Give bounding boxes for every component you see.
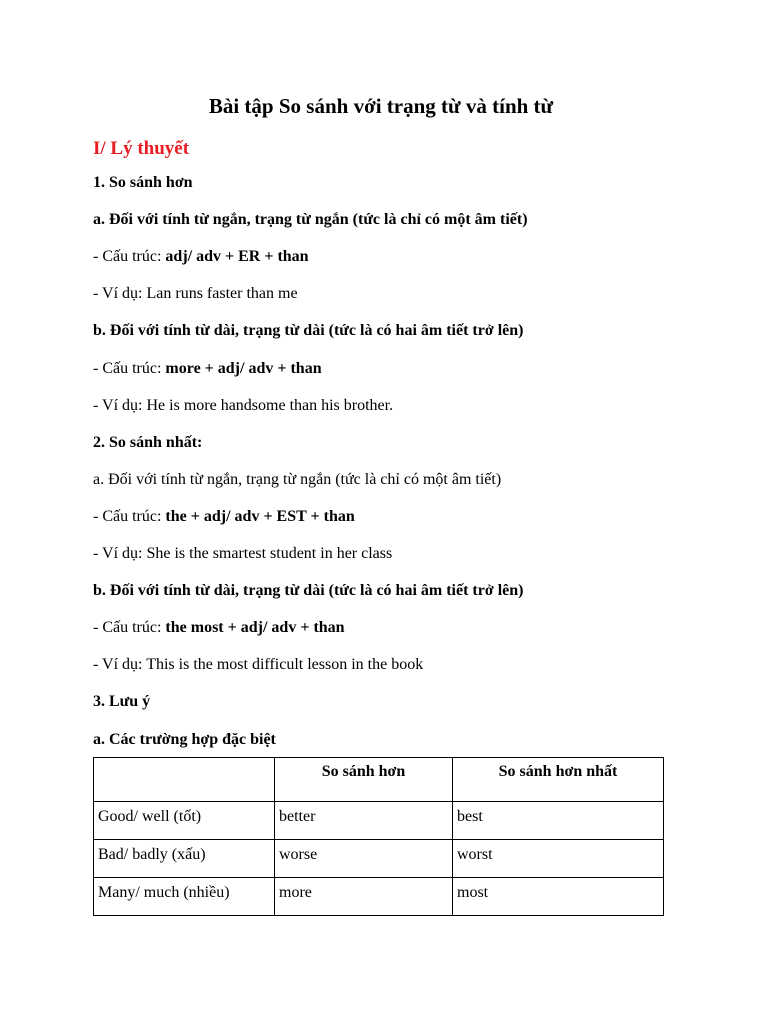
text-run: - Ví dụ: He is more handsome than his brother.	[93, 397, 394, 414]
table-cell: Many/ much (nhiều)	[94, 878, 275, 916]
section-heading: I/ Lý thuyết	[93, 138, 190, 159]
table-cell: worse	[275, 840, 453, 878]
table-header-cell	[94, 758, 275, 802]
text-run: - Cấu trúc:	[93, 619, 166, 636]
table-header-row	[94, 758, 664, 802]
text-line	[93, 618, 345, 638]
text-run: b. Đối với tính từ dài, trạng từ dài (tức là có hai âm tiết trở lên)	[93, 582, 524, 599]
text-line	[93, 730, 276, 750]
text-run: 1. So sánh hơn	[93, 174, 193, 191]
table-row	[94, 840, 664, 878]
comparison-table	[93, 757, 664, 916]
table-cell: Good/ well (tốt)	[94, 802, 275, 840]
table-row	[94, 878, 664, 916]
text-line	[93, 284, 298, 304]
table-cell: better	[275, 802, 453, 840]
text-line	[93, 321, 524, 341]
text-run: a. Đối với tính từ ngắn, trạng từ ngắn (tức là chỉ có một âm tiết)	[93, 471, 502, 488]
text-line	[93, 173, 193, 193]
text-line	[93, 396, 393, 416]
text-line	[93, 247, 309, 267]
text-run: - Ví dụ: Lan runs faster than me	[93, 285, 298, 302]
table-cell: best	[453, 802, 664, 840]
document-title: Bài tập So sánh với trạng từ và tính từ	[208, 94, 554, 118]
text-run: - Ví dụ: This is the most difficult lesson in the book	[93, 656, 424, 673]
text-run: the most + adj/ adv + than	[165, 619, 345, 636]
text-line	[93, 692, 150, 712]
text-run: adj/ adv + ER + than	[165, 248, 309, 265]
text-run: 3. Lưu ý	[93, 693, 151, 710]
text-run: the + adj/ adv + EST + than	[165, 508, 355, 525]
table-header-cell: So sánh hơn	[275, 758, 453, 802]
text-run: 2. So sánh nhất:	[93, 434, 203, 451]
text-line	[93, 655, 423, 675]
text-run: a. Đối với tính từ ngắn, trạng từ ngắn (tức là chỉ có một âm tiết)	[93, 211, 528, 228]
text-line	[93, 544, 392, 564]
table-cell: Bad/ badly (xấu)	[94, 840, 275, 878]
table-cell: more	[275, 878, 453, 916]
table-cell: most	[453, 878, 664, 916]
text-run: b. Đối với tính từ dài, trạng từ dài (tức là có hai âm tiết trở lên)	[93, 322, 524, 339]
text-line	[93, 470, 501, 490]
text-line	[93, 210, 528, 230]
text-run: a. Các trường hợp đặc biệt	[93, 731, 276, 748]
text-line	[93, 433, 202, 453]
text-run: - Cấu trúc:	[93, 360, 166, 377]
table-header-cell: So sánh hơn nhất	[453, 758, 664, 802]
text-run: - Ví dụ: She is the smartest student in her class	[93, 545, 393, 562]
text-run: more + adj/ adv + than	[165, 360, 322, 377]
text-run: - Cấu trúc:	[93, 248, 166, 265]
text-line	[93, 581, 524, 601]
table-row	[94, 802, 664, 840]
text-line	[93, 507, 355, 527]
text-line	[93, 359, 322, 379]
table-cell: worst	[453, 840, 664, 878]
text-run: - Cấu trúc:	[93, 508, 166, 525]
